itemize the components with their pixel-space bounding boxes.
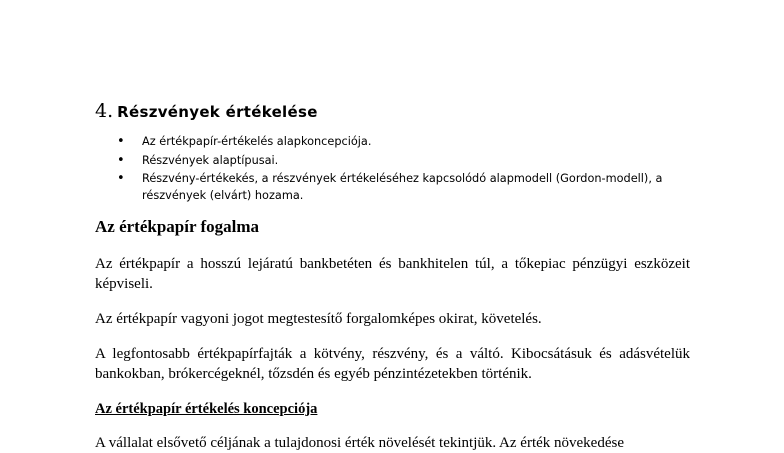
- paragraph: Az értékpapír a hosszú lejáratú bankbetéten és bankhitelen túl, a tőkepiac pénzügyi eszközeit képviseli.: [95, 256, 690, 292]
- chapter-title: Részvények értékelése: [117, 103, 318, 121]
- list-item: [117, 171, 717, 204]
- section-heading: Az értékpapír fogalma: [95, 217, 259, 236]
- paragraph-partial: A vállalat elsővető céljának a tulajdonosi érték növelését tekintjük. Az érték növekedése: [95, 435, 624, 451]
- chapter-heading: [95, 96, 318, 122]
- bullet-icon: •: [117, 152, 125, 168]
- paragraph: Az értékpapír vagyoni jogot megtestesítő forgalomképes okirat, követelés.: [95, 311, 542, 327]
- subsection-heading: Az értékpapír értékelés koncepciója: [95, 401, 318, 417]
- list-item-text: Részvények alaptípusai.: [142, 153, 279, 167]
- bullet-icon: •: [117, 171, 125, 186]
- paragraph: A legfontosabb értékpapírfajták a kötvény, részvény, és a váltó. Kibocsátásuk és adásvételük bankokban, brókercégeknél, tőzsdén és egyéb pénzintézetekben történik.: [95, 346, 690, 382]
- list-item-text: Részvény-értékekés, a részvények értékeléséhez kapcsolódó alapmodell (Gordon-modell), a részvények (elvárt) hozama.: [142, 172, 663, 202]
- chapter-number: 4.: [95, 100, 114, 122]
- topic-list: [117, 134, 717, 206]
- list-item: [117, 134, 717, 151]
- bullet-icon: •: [117, 134, 125, 149]
- list-item-text: Az értékpapír-értékelés alapkoncepciója.: [142, 135, 372, 148]
- list-item: [117, 153, 717, 170]
